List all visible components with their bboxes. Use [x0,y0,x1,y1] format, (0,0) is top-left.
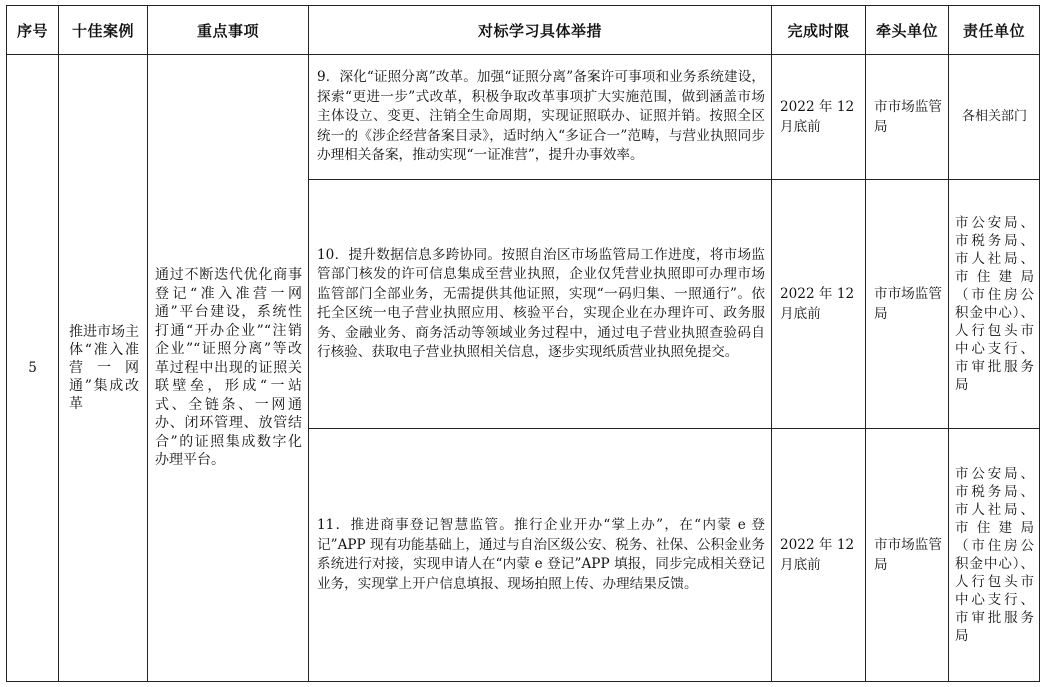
deadline: 2022 年 12 月底前 [772,429,866,682]
header-seq: 序号 [7,6,59,55]
header-measure: 对标学习具体举措 [309,6,772,55]
measure-text: 10．提升数据信息多跨协同。按照自治区市场监管局工作进度，将市场监管部门核发的许可信息集成至营业执照，企业仅凭营业执照即可办理市场监管部门全部业务，无需提供其他证照，实现“一码归集、一照通行”。依托全区统一电子营业执照应用、核验平台，实现企业在办理许可、政务服务、金融业务、商务活动等领域业务过程中，通过电子营业执照查验码自行核验、获取电子营业执照相关信息，逐步实现纸质营业执照免提交。 [309,180,772,429]
header-deadline: 完成时限 [772,6,866,55]
responsible-unit: 市公安局、市税务局、市人社局、市住建局（市住房公积金中心）、人行包头市中心支行、市审批服务局 [949,180,1040,429]
measures-table [6,5,1040,682]
responsible-unit: 各相关部门 [949,55,1040,180]
header-focus: 重点事项 [148,6,309,55]
measure-text: 9．深化“证照分离”改革。加强“证照分离”备案许可事项和业务系统建设，探索“更进一步”式改革，积极争取改革事项扩大实施范围，做到涵盖市场主体设立、变更、注销全生命周期，实现证照联办、证照并销。按照全区统一的《涉企经营备案目录》，适时纳入“多证合一”范畴，与营业执照同步办理相关备案，推动实现“一证准营”，提升办事效率。 [309,55,772,180]
header-lead-unit: 牵头单位 [866,6,949,55]
lead-unit: 市市场监管局 [866,180,949,429]
measure-text: 11．推进商事登记智慧监管。推行企业开办“掌上办”，在“内蒙 e 登记”APP 现有功能基础上，通过与自治区级公安、税务、社保、公积金业务系统进行对接，实现申请人在“内蒙 e 登记”APP 填报，同步完成相关登记业务，实现掌上开户信息填报、现场拍照上传、办理结果反馈。 [309,429,772,682]
lead-unit: 市市场监管局 [866,429,949,682]
sequence-number: 5 [7,55,59,682]
header-row [7,6,1040,55]
deadline: 2022 年 12 月底前 [772,55,866,180]
deadline: 2022 年 12 月底前 [772,180,866,429]
header-responsible-unit: 责任单位 [949,6,1040,55]
focus-item: 通过不断迭代优化商事登记“准入准营一网通”平台建设，系统性打通“开办企业”“注销企业”“证照分离”等改革过程中出现的证照关联壁垒，形成“一站式、全链条、一网通办、闭环管理、放管结合”的证照集成数字化办理平台。 [148,55,309,682]
case-name: 推进市场主体“准入准营一网通”集成改革 [59,55,148,682]
table-row [7,55,1040,180]
lead-unit: 市市场监管局 [866,55,949,180]
responsible-unit: 市公安局、市税务局、市人社局、市住建局（市住房公积金中心）、人行包头市中心支行、市审批服务局 [949,429,1040,682]
header-case: 十佳案例 [59,6,148,55]
